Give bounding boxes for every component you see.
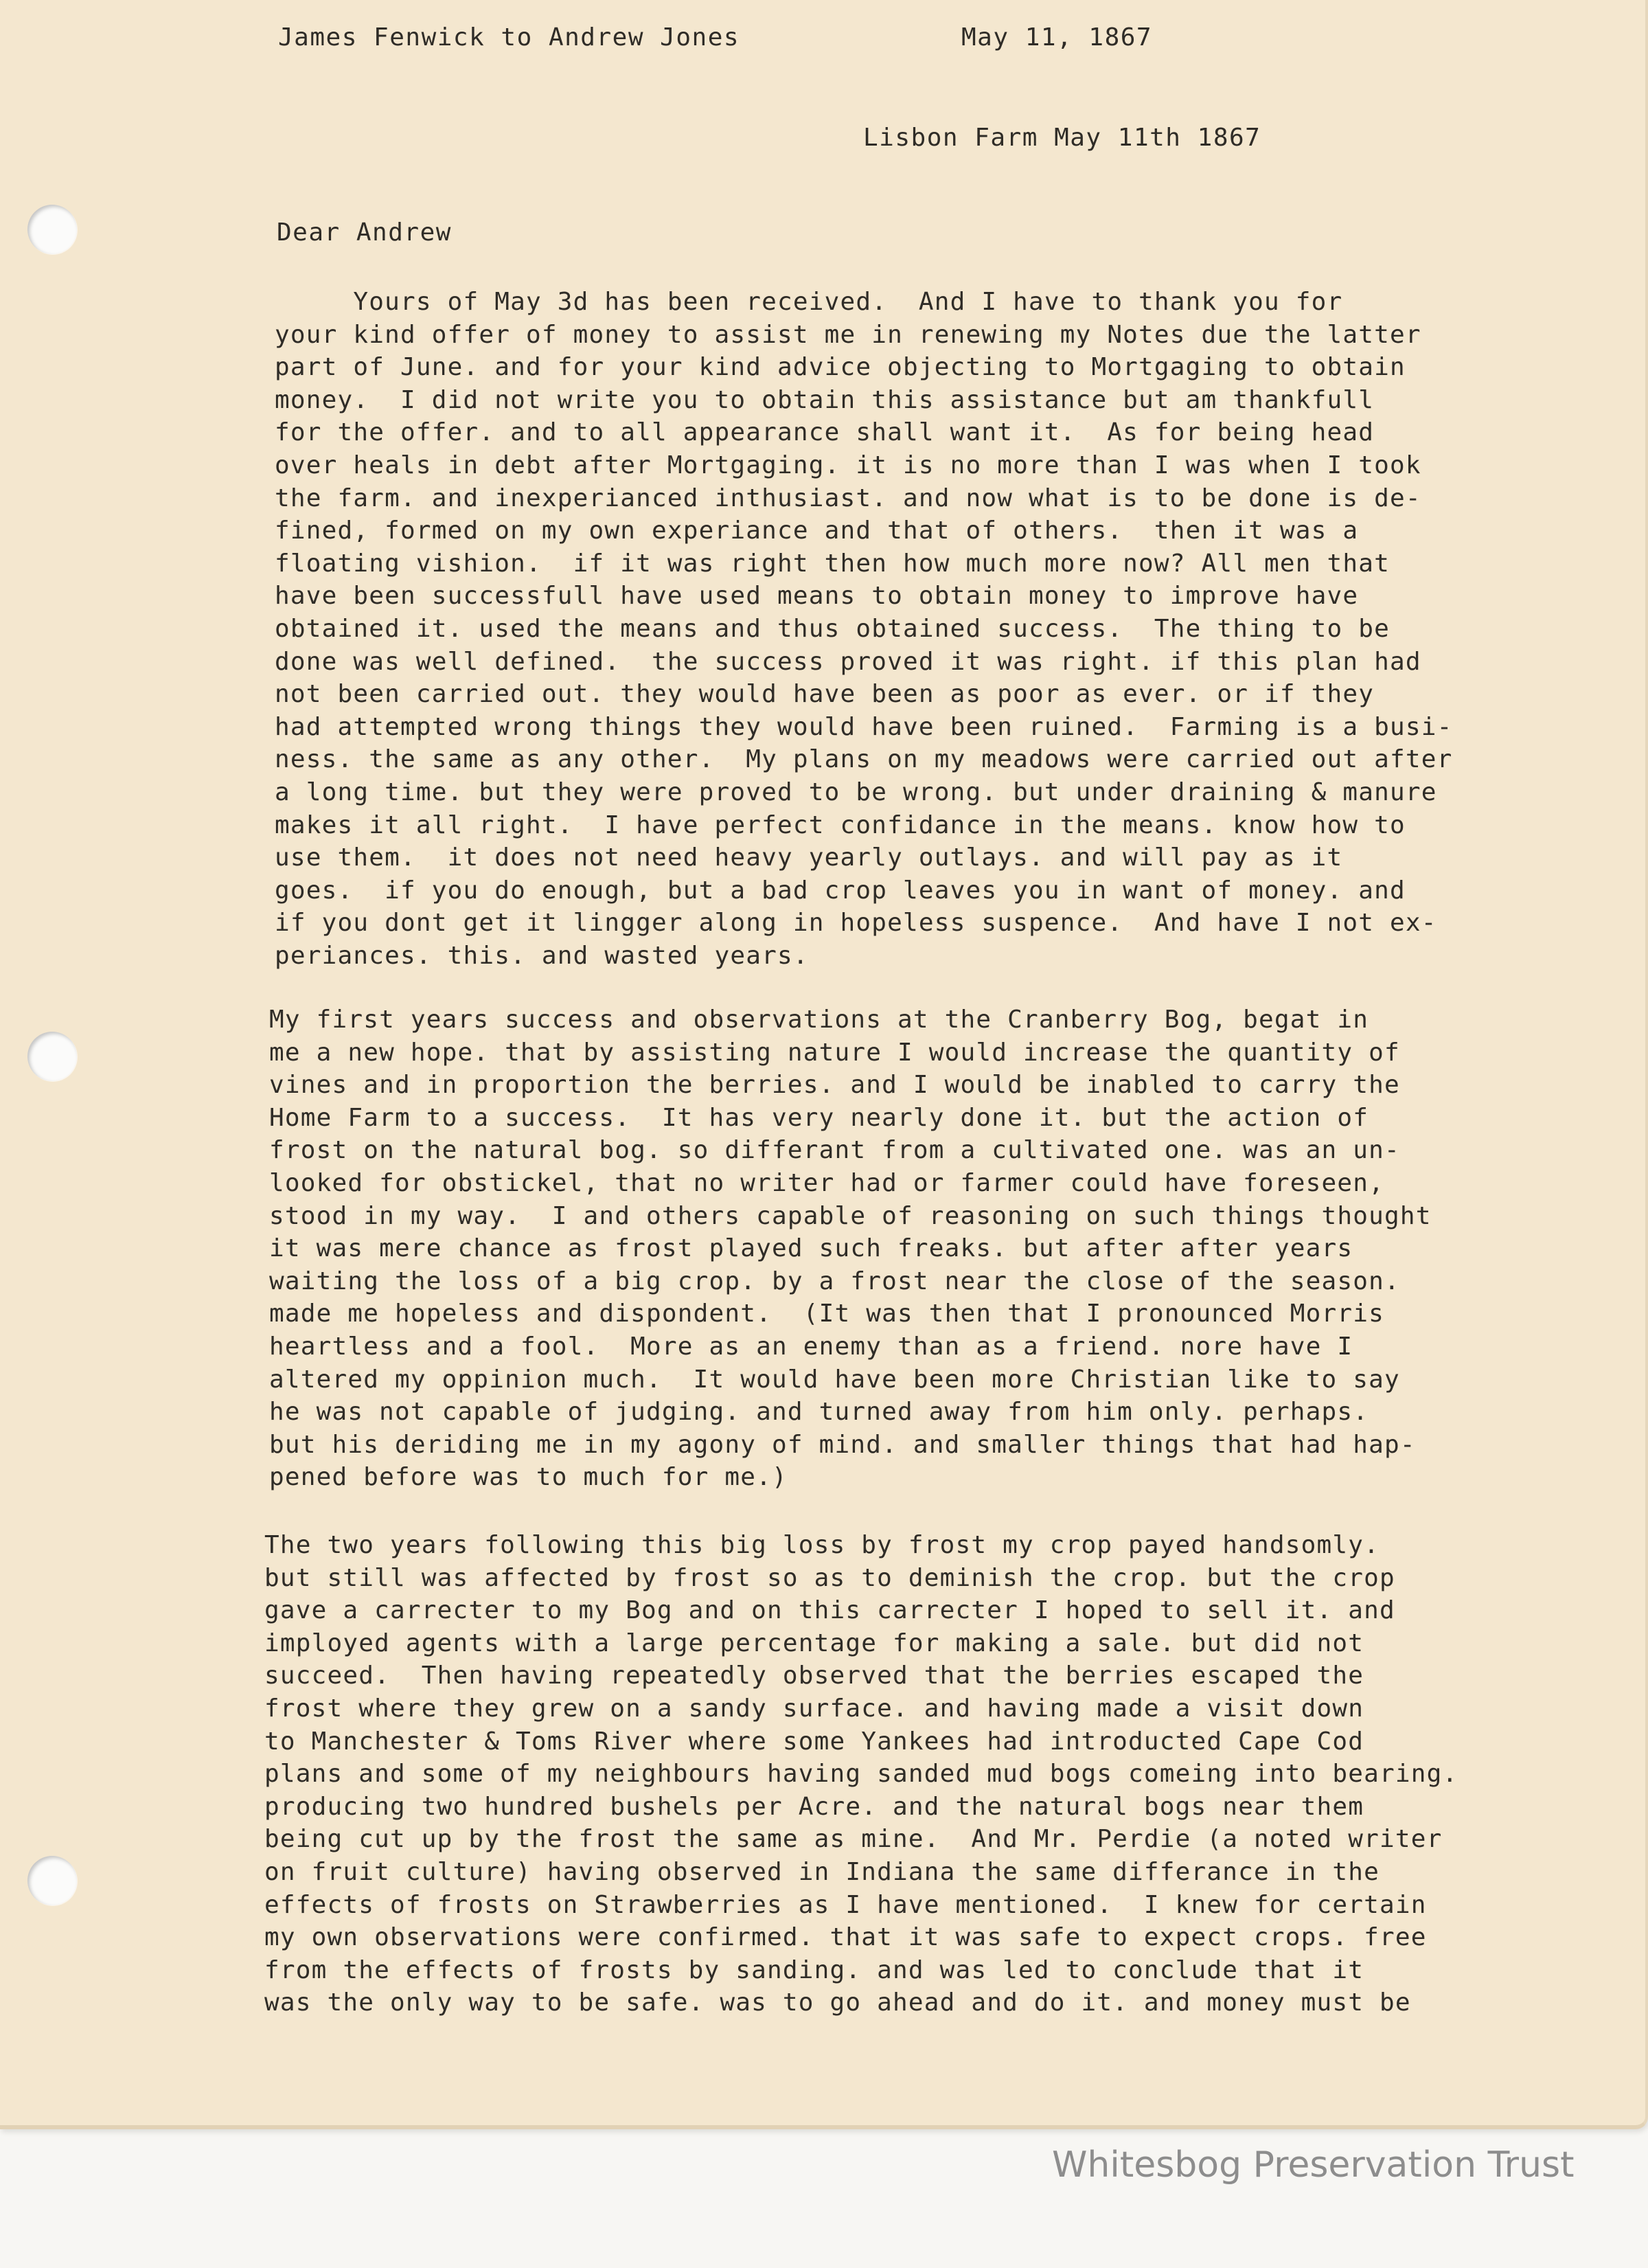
letter-paragraph-1: Yours of May 3d has been received. And I have to thank you for your kind offer of money to assist me in renewing my Notes due the latter part of June. and for your kind advice objecting to Mortgaging to obtain money. I did not write you to obtain this assistance but am thankfull for the offer. and to all appearance shall want it. As for being head over heals in debt after Mortgaging. it is no more than I was when I took the farm. and inexperianced inthusiast. and now what is to be done is de- fined, formed on my own experiance and that of others. then it was a floating vishion. if it was right then how much more now? All men that have been successfull have used means to obtain money to improve have obtained it. used the means and thus obtained success. The thing to be done was well defined. the success proved it was right. if this plan had not been carried out. they would have been as poor as ever. or if they had attempted wrong things they would have been ruined. Farming is a busi- ness. the same as any other. My plans on my meadows were carried out after a long time. but they were proved to be wrong. but under draining & manure makes it all right. I have perfect confidance in the means. know how to use them. it does not need heavy yearly outlays. and will pay as it goes. if you do enough, but a bad crop leaves you in want of money. and if you dont get it lingger along in hopeless suspence. And have I not ex- periances. this. and wasted years. [275,288,1453,970]
header-date: May 11, 1867 [961,23,1153,52]
letter-place-date: Lisbon Farm May 11th 1867 [863,124,1261,152]
header-correspondents: James Fenwick to Andrew Jones [278,23,740,52]
watermark-text: Whitesbog Preservation Trust [1052,2144,1575,2186]
letter-paragraph-2: My first years success and observations at the Cranberry Bog, begat in me a new hope. that by assisting nature I would increase the quantity of vines and in proportion the berries. and I would be inabled to carry the Home Farm to a success. It has very nearly done it. but the action of frost on the natural bog. so differant from a cultivated one. was an un- looked for obstickel, that no writer had or farmer could have foreseen, stood in my way. I and others capable of reasoning on such things thought it was mere chance as frost played such freaks. but after after years waiting the loss of a big crop. by a frost near the close of the season. made me hopeless and dispondent. (It was then that I pronounced Morris heartless and a fool. More as an enemy than as a friend. nore have I altered my oppinion much. It would have been more Christian like to say he was not capable of judging. and turned away from him only. perhaps. but his deriding me in my agony of mind. and smaller things that had hap- pened before was to much for me.) [269,1006,1432,1492]
punch-hole [27,1856,77,1905]
letter-salutation: Dear Andrew [277,218,452,247]
punch-hole [27,205,77,254]
punch-hole [27,1032,77,1081]
letter-paragraph-3: The two years following this big loss by frost my crop payed handsomly. but still was affected by frost so as to deminish the crop. but the crop gave a carrecter to my Bog and on this carrecter I hoped to sell it. and imployed agents with a large percentage for making a sale. but did not succeed. Then having repeatedly observed that the berries escaped the frost where they grew on a sandy surface. and having made a visit down to Manchester & Toms River where some Yankees had introducted Cape Cod plans and some of my neighbours having sanded mud bogs comeing into bearing. producing two hundred bushels per Acre. and the natural bogs near them being cut up by the frost the same as mine. And Mr. Perdie (a noted writer on fruit culture) having observed in Indiana the same differance in the effects of frosts on Strawberries as I have mentioned. I knew for certain my own observations were confirmed. that it was safe to expect crops. free from the effects of frosts by sanding. and was led to conclude that it was the only way to be safe. was to go ahead and do it. and money must be [264,1531,1458,2017]
